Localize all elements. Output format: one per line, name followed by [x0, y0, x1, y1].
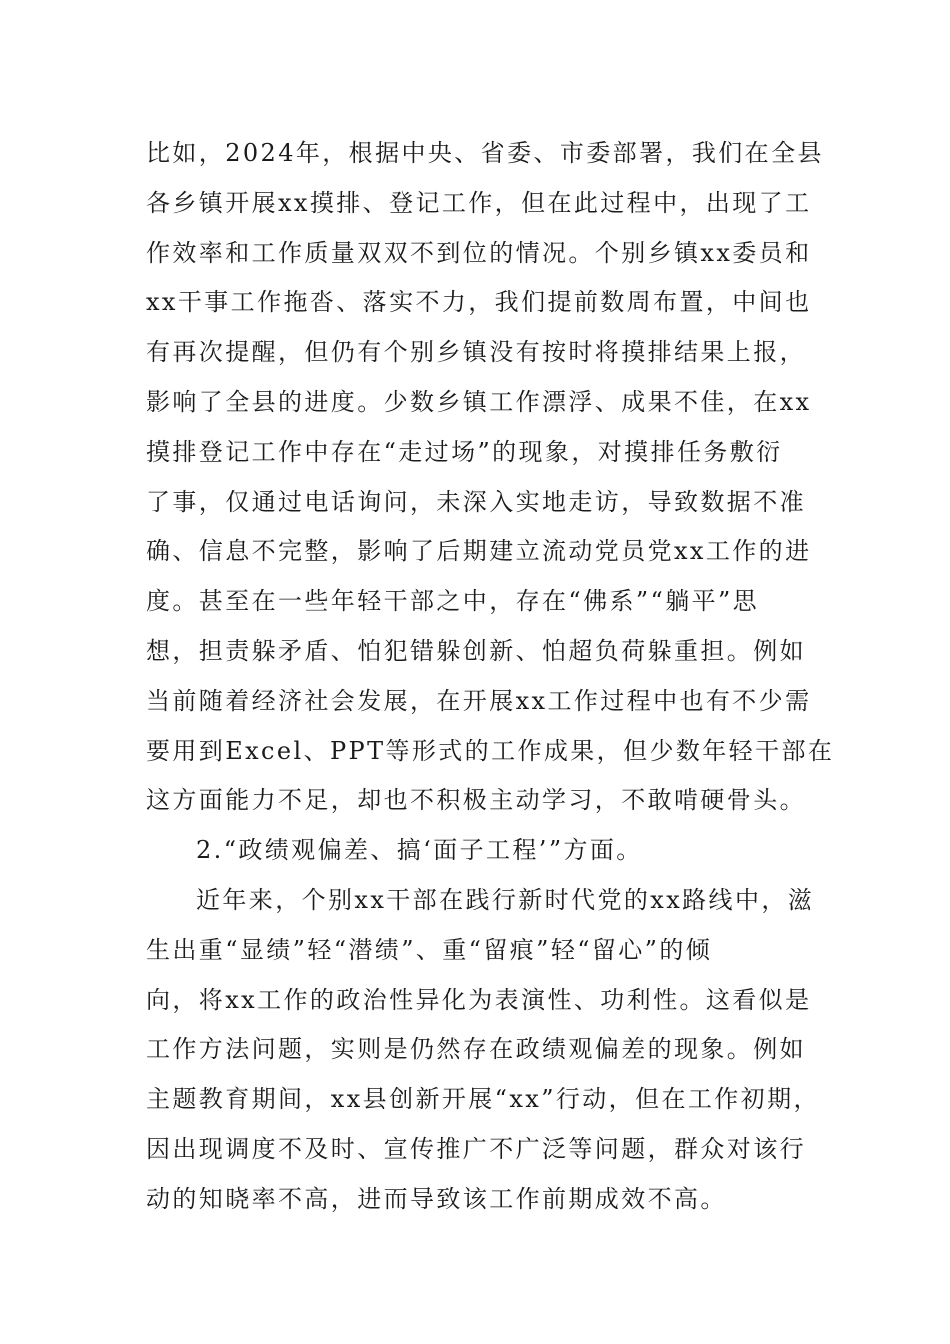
section-heading-2: 2.“政绩观偏差、搞‘面子工程’”方面。 [196, 836, 643, 865]
text-line: 比如，2024年，根据中央、省委、市委部署，我们在全县 [146, 139, 824, 167]
text-line: 因出现调度不及时、宣传推广不广泛等问题，群众对该行 [146, 1134, 806, 1163]
text-line: 这方面能力不足，却也不积极主动学习，不敢啃硬骨头。 [146, 786, 806, 815]
text-line: 近年来，个别xx干部在践行新时代党的xx路线中，滋 [196, 885, 815, 914]
text-line: 各乡镇开展xx摸排、登记工作，但在此过程中，出现了工 [146, 188, 812, 217]
text-line: 作效率和工作质量双双不到位的情况。个别乡镇xx委员和 [146, 238, 812, 267]
text-line: 了事，仅通过电话询问，未深入实地走访，导致数据不准 [146, 487, 806, 516]
text-line: 影响了全县的进度。少数乡镇工作漂浮、成果不佳，在xx [146, 387, 812, 416]
paragraph-1 [146, 129, 835, 826]
text-line: 动的知晓率不高，进而导致该工作前期成效不高。 [146, 1184, 727, 1213]
document-body [146, 129, 835, 1225]
text-line: 想，担责躲矛盾、怕犯错躲创新、怕超负荷躲重担。例如 [146, 636, 806, 665]
text-line: 工作方法问题，实则是仍然存在政绩观偏差的现象。例如 [146, 1035, 806, 1064]
text-line: 有再次提醒，但仍有个别乡镇没有按时将摸排结果上报， [146, 338, 806, 367]
text-line: 度。甚至在一些年轻干部之中，存在“佛系”“躺平”思 [146, 587, 760, 616]
text-line: 生出重“显绩”轻“潜绩”、重“留痕”轻“留心”的倾 [146, 935, 713, 964]
text-line: 向，将xx工作的政治性异化为表演性、功利性。这看似是 [146, 985, 812, 1014]
text-line: 主题教育期间，xx县创新开展“xx”行动，但在工作初期， [146, 1085, 820, 1114]
text-line: 要用到Excel、PPT等形式的工作成果，但少数年轻干部在 [146, 736, 835, 765]
text-line: xx干事工作拖沓、落实不力，我们提前数周布置，中间也 [146, 288, 812, 317]
paragraph-2 [146, 876, 820, 1225]
text-line: 摸排登记工作中存在“走过场”的现象，对摸排任务敷衍 [146, 437, 783, 466]
text-line: 当前随着经济社会发展，在开展xx工作过程中也有不少需 [146, 686, 812, 715]
text-line: 确、信息不完整，影响了后期建立流动党员党xx工作的进 [146, 537, 812, 566]
